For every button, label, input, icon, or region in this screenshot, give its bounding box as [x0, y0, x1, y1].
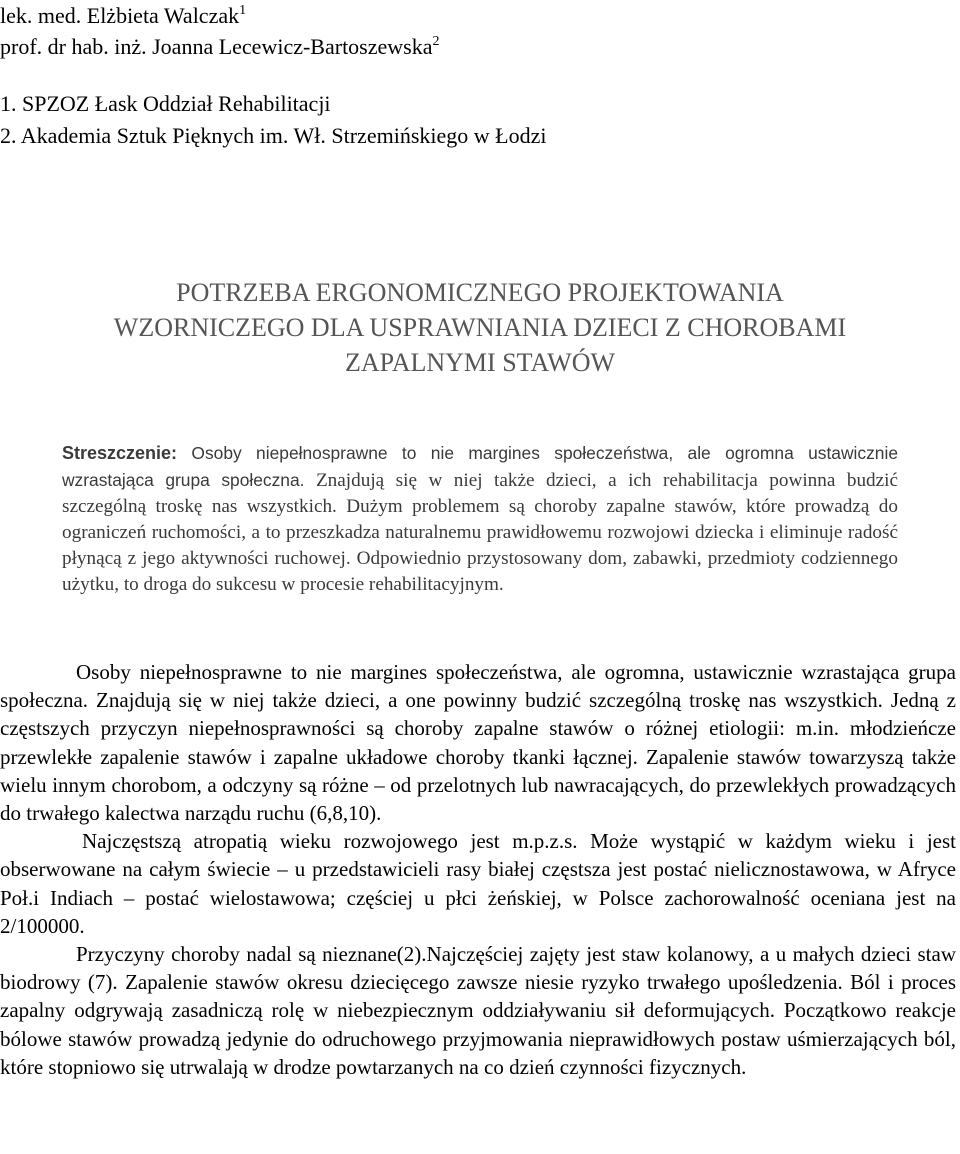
- affiliation-line: 2. Akademia Sztuk Pięknych im. Wł. Strzemińskiego w Łodzi: [0, 123, 547, 148]
- paragraph: Najczęstszą atropatią wieku rozwojowego jest m.p.z.s. Może wystąpić w każdym wieku i jest obserwowane na całym świecie – u przedstawicieli rasy białej częstsza jest postać nielicznostawowa, w Afryce Poł.i Indiach – postać wielostawowa; częściej u płci żeńskiej, w Polsce zachorowalność oceniana jest na 2/100000.: [0, 829, 956, 938]
- abstract-text: Osoby niepełnosprawne to nie margines społeczeństwa, ale ogromna ustawicznie wzrastająca grupa społeczna.: [62, 443, 898, 490]
- affiliation-block: [0, 88, 546, 152]
- abstract-text: Znajdują się w niej także dzieci, a ich rehabilitacja powinna budzić szczególną troskę nas wszystkich.: [62, 470, 898, 517]
- title-line: POTRZEBA ERGONOMICZNEGO PROJEKTOWANIA: [176, 278, 784, 307]
- affiliation-marker: 1: [239, 2, 247, 18]
- author-block: [0, 0, 439, 62]
- title-line: ZAPALNYMI STAWÓW: [344, 348, 616, 377]
- author-name: lek. med. Elżbieta Walczak: [0, 3, 240, 28]
- affiliation-marker: 2: [432, 33, 440, 49]
- abstract: [62, 440, 898, 598]
- affiliation-line: 1. SPZOZ Łask Oddział Rehabilitacji: [0, 91, 331, 116]
- author-line: [0, 31, 439, 62]
- title-line: WZORNICZEGO DLA USPRAWNIANIA DZIECI Z CHOROBAMI: [113, 313, 847, 342]
- abstract-text: Dużym problemem są choroby zapalne stawów, które prowadzą do ograniczeń ruchomości, a to przeszkadza naturalnemu prawidłowemu rozwojowi dziecka i eliminuje radość płynącą z jego aktywności ruchowej. Odpowiednio przystosowany dom, zabawki, przedmioty codziennego użytku, to droga do sukcesu w procesie rehabilitacyjnym.: [62, 496, 898, 595]
- author-line: [0, 0, 439, 31]
- paragraph: Osoby niepełnosprawne to nie margines społeczeństwa, ale ogromna, ustawicznie wzrastająca grupa społeczna. Znajdują się w niej także dzieci, a one powinny budzić szczególną troskę nas wszystkich. Jedną z częstszych przyczyn niepełnosprawności są choroby zapalne stawów o różnej etiologii: m.in. młodzieńcze przewlekłe zapalenie stawów i zapalne układowe choroby tkanki łącznej. Zapalenie stawów towarzyszą także wielu innym chorobom, a odczyny są różne – od przelotnych lub nawracających, do przewlekłych prowadzących do trwałego kalectwa narządu ruchu (6,8,10).: [0, 660, 956, 826]
- abstract-label: Streszczenie:: [62, 443, 178, 463]
- paragraph: Przyczyny choroby nadal są nieznane(2).Najczęściej zajęty jest staw kolanowy, a u małych dzieci staw biodrowy (7). Zapalenie stawów okresu dziecięcego zawsze niesie ryzyko trwałego upośledzenia. Ból i proces zapalny odgrywają zasadniczą rolę w niebezpiecznym oddziaływaniu sił deformujących. Początkowo reakcje bólowe stawów prowadzą jedynie do odruchowego przyjmowania nieprawidłowych postaw uśmierzających ból, które stopniowo się utrwalają w drodze powtarzanych na co dzień czynności fizycznych.: [0, 942, 956, 1079]
- body-text: [0, 658, 956, 1081]
- author-name: prof. dr hab. inż. Joanna Lecewicz-Bartoszewska: [0, 34, 433, 59]
- document-title: [0, 275, 960, 380]
